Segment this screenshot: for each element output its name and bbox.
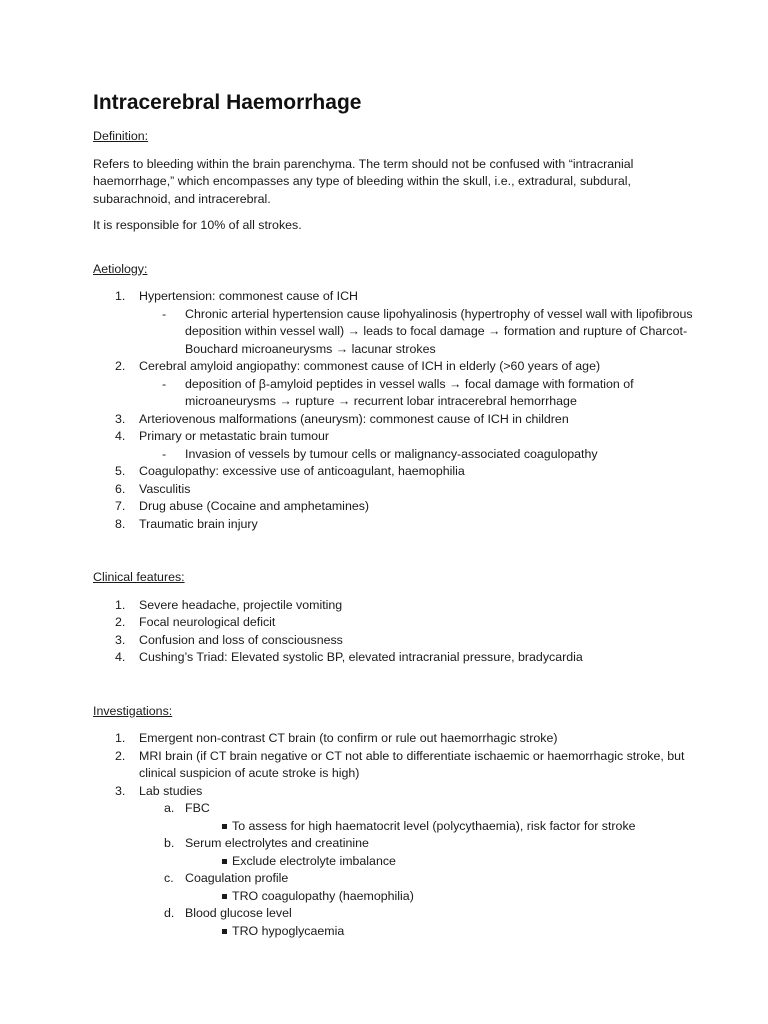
list-item-text: Cerebral amyloid angiopathy: commonest cause of ICH in elderly (>60 years of age) [139, 359, 601, 373]
list-number: 1. [115, 289, 126, 303]
list-item [93, 649, 693, 667]
list-number: 4. [115, 650, 126, 664]
list-item-text: Cushing’s Triad: Elevated systolic BP, elevated intracranial pressure, bradycardia [139, 650, 583, 664]
list-item-text: Focal neurological deficit [139, 615, 276, 629]
lab-study-note [93, 888, 693, 906]
list-item [93, 498, 693, 516]
clinical-list [93, 597, 693, 667]
list-number: 3. [115, 411, 126, 426]
sub-list-item [93, 376, 693, 411]
list-item-text: Traumatic brain injury [139, 516, 258, 531]
lab-study-note [93, 818, 693, 836]
lab-study-note [93, 853, 693, 871]
lab-letter: b. [164, 836, 175, 850]
list-item-text: Arteriovenous malformations (aneurysm): commonest cause of ICH in children [139, 411, 569, 426]
list-item-text: Lab studies [139, 783, 203, 798]
list-number: 3. [115, 632, 126, 647]
list-item [93, 597, 693, 615]
list-number: 6. [115, 481, 126, 496]
list-number: 4. [115, 429, 126, 443]
document-title: Intracerebral Haemorrhage [93, 91, 362, 114]
list-item [93, 288, 693, 306]
lab-note-text: TRO hypoglycaemia [232, 923, 345, 938]
sub-item-text: deposition of β-amyloid peptides in vessel walls → focal damage with formation of microaneurysms → rupture → recurrent lobar intracerebral hemorrhage [185, 376, 634, 408]
sub-list-item [93, 446, 693, 464]
sub-item-text: Invasion of vessels by tumour cells or malignancy-associated coagulopathy [185, 446, 598, 461]
investigations-list [93, 730, 693, 800]
list-item-text: Vasculitis [139, 481, 191, 496]
investigations-heading: Investigations: [93, 703, 173, 718]
list-item [93, 358, 693, 376]
dash-marker: - [162, 306, 167, 321]
sub-list-item [93, 306, 693, 359]
list-number: 3. [115, 783, 126, 798]
square-bullet-icon [222, 859, 227, 864]
sub-item-text: Chronic arterial hypertension cause lipohyalinosis (hypertrophy of vessel wall with lipofibrous deposition within vessel wall) → leads to focal damage → formation and rupture of Charcot-Bouchard microaneurysms → lacunar strokes [185, 306, 693, 356]
definition-statistic: It is responsible for 10% of all strokes. [93, 218, 302, 232]
list-item [93, 411, 693, 429]
lab-study-item [93, 870, 693, 888]
list-number: 1. [115, 731, 126, 745]
dash-marker: - [162, 446, 167, 461]
list-item-text: MRI brain (if CT brain negative or CT not able to differentiate ischaemic or haemorrhagic stroke, but clinical suspicion of acute stroke is high) [139, 748, 685, 780]
list-item-text: Confusion and loss of consciousness [139, 632, 343, 647]
list-item-text: Coagulopathy: excessive use of anticoagulant, haemophilia [139, 464, 465, 478]
list-item-text: Severe headache, projectile vomiting [139, 597, 343, 612]
clinical-heading: Clinical features: [93, 570, 185, 584]
list-number: 2. [115, 615, 126, 629]
list-number: 5. [115, 464, 126, 478]
lab-study-name: FBC [185, 801, 210, 815]
lab-letter: a. [164, 801, 175, 815]
lab-study-note [93, 923, 693, 941]
lab-studies-list [93, 800, 693, 940]
lab-study-name: Blood glucose level [185, 906, 292, 920]
square-bullet-icon [222, 894, 227, 899]
lab-note-text: TRO coagulopathy (haemophilia) [232, 888, 414, 903]
aetiology-heading: Aetiology: [93, 261, 148, 276]
list-item-text: Emergent non-contrast CT brain (to confirm or rule out haemorrhagic stroke) [139, 731, 558, 745]
list-item [93, 614, 693, 632]
definition-paragraph: Refers to bleeding within the brain parenchyma. The term should not be confused with “intracranial haemorrhage,” which encompasses any type of bleeding within the skull, i.e., extradural, subdural, subarachnoid, and intracerebral. [93, 156, 634, 206]
list-number: 2. [115, 748, 126, 763]
lab-note-text: Exclude electrolyte imbalance [232, 853, 396, 868]
lab-study-name: Serum electrolytes and creatinine [185, 836, 369, 850]
document-page [93, 88, 693, 940]
lab-study-item [93, 800, 693, 818]
list-item-text: Primary or metastatic brain tumour [139, 429, 330, 443]
list-number: 1. [115, 597, 126, 612]
list-item [93, 481, 693, 499]
square-bullet-icon [222, 824, 227, 829]
list-item-text: Drug abuse (Cocaine and amphetamines) [139, 499, 370, 513]
dash-marker: - [162, 376, 167, 391]
list-number: 7. [115, 499, 126, 513]
lab-study-item [93, 835, 693, 853]
list-item [93, 783, 693, 801]
square-bullet-icon [222, 929, 227, 934]
lab-letter: c. [164, 871, 174, 885]
list-number: 8. [115, 516, 126, 531]
list-item-text: Hypertension: commonest cause of ICH [139, 289, 358, 303]
list-item [93, 463, 693, 481]
list-number: 2. [115, 359, 126, 373]
lab-note-text: To assess for high haematocrit level (polycythaemia), risk factor for stroke [232, 818, 636, 833]
list-item [93, 516, 693, 534]
definition-heading: Definition: [93, 129, 149, 143]
list-item [93, 632, 693, 650]
aetiology-list [93, 288, 693, 533]
list-item [93, 428, 693, 446]
lab-study-name: Coagulation profile [185, 871, 289, 885]
list-item [93, 748, 693, 783]
list-item [93, 730, 693, 748]
lab-letter: d. [164, 906, 175, 920]
lab-study-item [93, 905, 693, 923]
